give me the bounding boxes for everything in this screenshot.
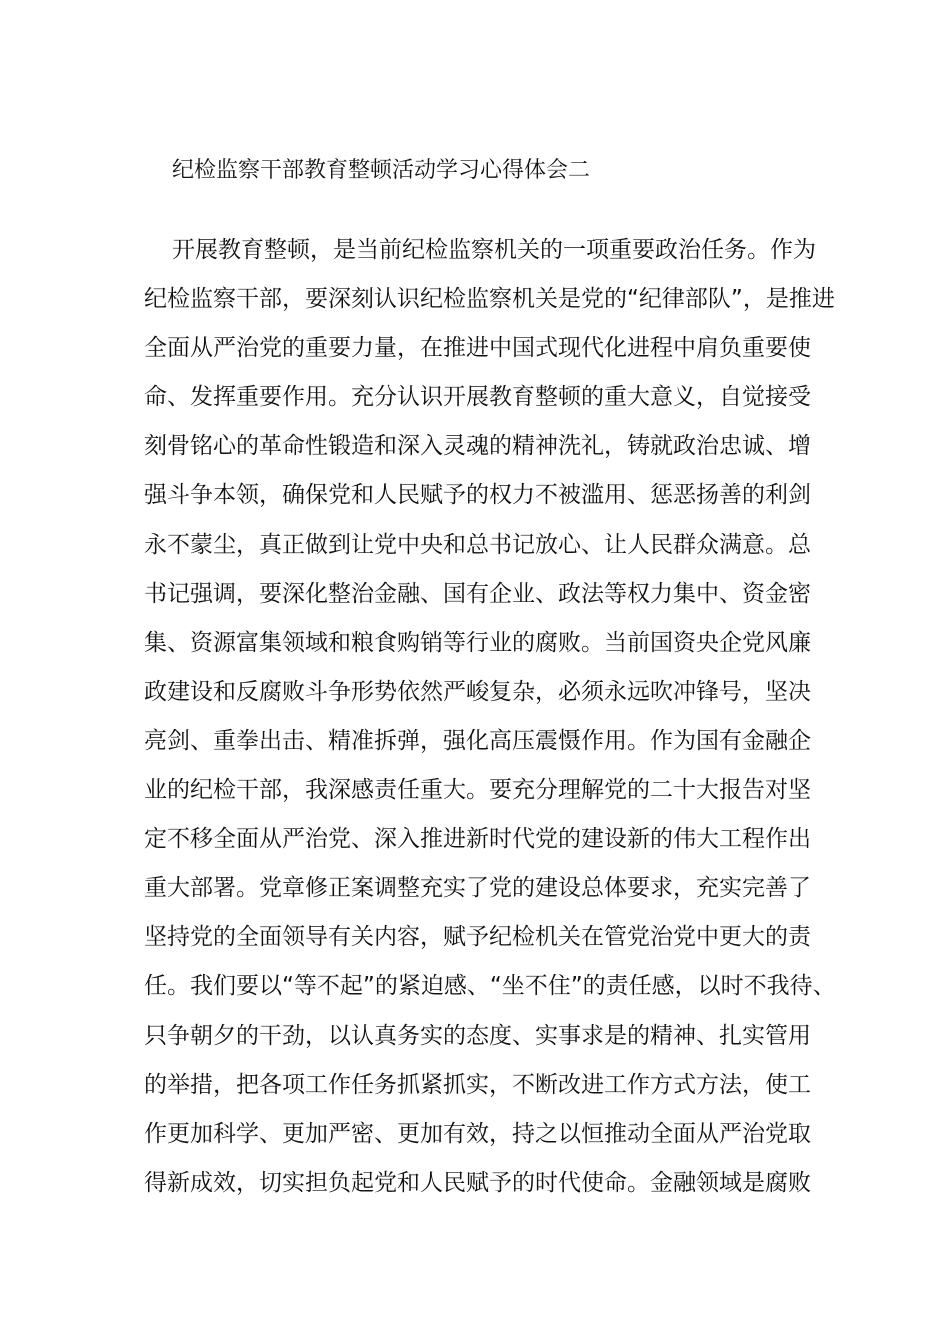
- body-line: 集、资源富集领域和粮食购销等行业的腐败。当前国资央企党风廉: [144, 629, 811, 656]
- body-line: 刻骨铭心的革命性锻造和深入灵魂的精神洗礼，铸就政治忠诚、增: [144, 433, 811, 460]
- body-line: 作更加科学、更加严密、更加有效，持之以恒推动全面从严治党取: [144, 1120, 811, 1147]
- body-line: 得新成效，切实担负起党和人民赋予的时代使命。金融领域是腐败: [144, 1169, 811, 1196]
- body-line: 亮剑、重拳出击、精准拆弹，强化高压震慑作用。作为国有金融企: [144, 727, 811, 754]
- body-line: 纪检监察干部，要深刻认识纪检监察机关是党的“纪律部队”，是推进: [144, 286, 835, 313]
- body-line: 的举措，把各项工作任务抓紧抓实，不断改进工作方式方法，使工: [144, 1071, 811, 1098]
- body-line: 任。我们要以“等不起”的紧迫感、“坐不住”的责任感，以时不我待、: [144, 973, 836, 1000]
- body-line: 全面从严治党的重要力量，在推进中国式现代化进程中肩负重要使: [144, 335, 811, 362]
- body-line: 书记强调，要深化整治金融、国有企业、政法等权力集中、资金密: [144, 580, 811, 607]
- body-line: 只争朝夕的干劲，以认真务实的态度、实事求是的精神、扎实管用: [144, 1022, 811, 1049]
- body-line: 业的纪检干部，我深感责任重大。要充分理解党的二十大报告对坚: [144, 777, 811, 804]
- body-line: 强斗争本领，确保党和人民赋予的权力不被滥用、惩恶扬善的利剑: [144, 482, 811, 509]
- body-line: 重大部署。党章修正案调整充实了党的建设总体要求，充实完善了: [144, 875, 811, 902]
- body-line: 开展教育整顿，是当前纪检监察机关的一项重要政治任务。作为: [172, 237, 816, 263]
- body-line: 命、发挥重要作用。充分认识开展教育整顿的重大意义，自觉接受: [144, 384, 811, 411]
- document-title: 纪检监察干部教育整顿活动学习心得体会二: [172, 158, 591, 183]
- document-body: [144, 226, 836, 1208]
- body-line: 定不移全面从严治党、深入推进新时代党的建设新的伟大工程作出: [144, 826, 811, 853]
- body-line: 永不蒙尘，真正做到让党中央和总书记放心、让人民群众满意。总: [144, 531, 811, 558]
- body-line: 坚持党的全面领导有关内容，赋予纪检机关在管党治党中更大的责: [144, 924, 811, 951]
- body-line: 政建设和反腐败斗争形势依然严峻复杂，必须永远吹冲锋号，坚决: [144, 678, 811, 705]
